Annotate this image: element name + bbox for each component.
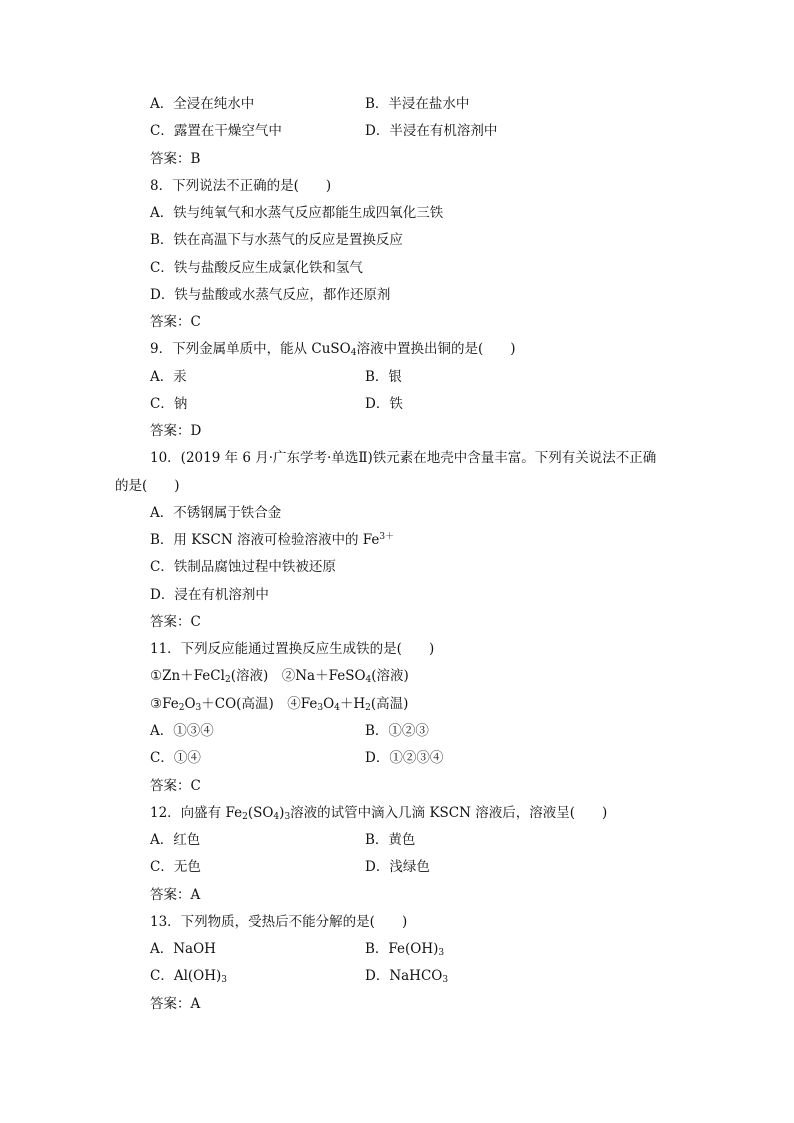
q12-option-c: C．无色 <box>150 859 201 875</box>
q10-option-b <box>150 530 394 550</box>
q8-option-c: C．铁与盐酸反应生成氯化铁和氢气 <box>150 260 363 276</box>
q8-option-a: A．铁与纯氧气和水蒸气反应都能生成四氧化三铁 <box>150 205 444 221</box>
q12-option-a: A．红色 <box>150 832 201 848</box>
q13-option-a: A．NaOH <box>150 941 216 957</box>
q10-option-d: D．浸在有机溶剂中 <box>150 587 269 603</box>
q7-option-a: A．全浸在纯水中 <box>150 96 255 112</box>
q9-option-d: D．铁 <box>365 396 403 412</box>
q9-stem <box>150 339 516 359</box>
q11-reaction-1: ①Zn＋FeCl$_2$(溶液) <box>150 668 269 685</box>
q9-answer: 答案：D <box>150 423 202 439</box>
q8-answer: 答案：C <box>150 314 201 330</box>
q7-option-c: C．露置在干燥空气中 <box>150 123 282 139</box>
q11-reaction-4: $④Fe_3O_4+H_2$(高温) <box>287 696 409 713</box>
q11-reactions-line2 <box>150 694 408 714</box>
q7-option-b: B．半浸在盐水中 <box>365 96 470 112</box>
q8-option-d: D．铁与盐酸或水蒸气反应，都作还原剂 <box>150 287 391 303</box>
q11-stem: 11．下列反应能通过置换反应生成铁的是( ) <box>150 641 435 657</box>
q11-reaction-3: $③Fe_2O_3+CO$(高温) <box>150 696 274 713</box>
q10-option-c: C．铁制品腐蚀过程中铁被还原 <box>150 559 336 575</box>
q13-answer: 答案：A <box>150 996 201 1012</box>
q10-stem-line1: 10．(2019 年 6 月·广东学考·单选Ⅱ)铁元素在地壳中含量丰富。下列有关说法不正确 <box>150 450 657 466</box>
q9-option-c: C．钠 <box>150 396 188 412</box>
q9-option-a: A．汞 <box>150 369 187 385</box>
q11-option-d: D．①②③④ <box>365 750 444 766</box>
q11-option-b: B．①②③ <box>365 723 429 739</box>
q11-answer: 答案：C <box>150 778 201 794</box>
q11-option-a: A．①③④ <box>150 723 214 739</box>
q9-stem-post: 溶液中置换出铜的是( ) <box>356 341 516 357</box>
q10-option-b-text: B．用 KSCN 溶液可检验溶液中的 Fe <box>150 532 380 548</box>
q12-stem: 12．向盛有 $Fe_2(SO_4)_3$溶液的试管中滴入几滴 KSCN 溶液后，溶液呈( ) <box>150 805 608 822</box>
q11-reaction-2: ②Na＋FeSO$_4$(溶液) <box>281 668 409 685</box>
q13-option-d: D．NaHCO$_3$ <box>365 968 449 985</box>
q12-option-d: D．浅绿色 <box>365 859 430 875</box>
q13-stem: 13．下列物质，受热后不能分解的是( ) <box>150 914 408 930</box>
q13-option-b: B．$Fe(OH)_3$ <box>365 941 445 958</box>
q7-option-d: D．半浸在有机溶剂中 <box>365 123 498 139</box>
q8-option-b: B．铁在高温下与水蒸气的反应是置换反应 <box>150 232 403 248</box>
q11-reactions-line1 <box>150 666 409 686</box>
q12-option-b: B．黄色 <box>365 832 416 848</box>
q10-stem-line2: 的是( ) <box>115 478 180 494</box>
q10-option-b-charge: 3＋ <box>379 532 395 542</box>
q9-option-b: B．银 <box>365 369 402 385</box>
q10-answer: 答案：C <box>150 614 201 630</box>
q9-stem-sub: 4 <box>350 348 357 358</box>
q7-answer: 答案：B <box>150 151 201 167</box>
q10-option-a: A．不锈钢属于铁合金 <box>150 505 282 521</box>
q8-stem: 8．下列说法不正确的是( ) <box>150 178 332 194</box>
q12-answer: 答案：A <box>150 887 201 903</box>
q9-stem-pre: 9．下列金属单质中，能从 CuSO <box>150 341 351 357</box>
q11-option-c: C．①④ <box>150 750 201 766</box>
q13-option-c: C．$Al(OH)_3$ <box>150 968 228 985</box>
